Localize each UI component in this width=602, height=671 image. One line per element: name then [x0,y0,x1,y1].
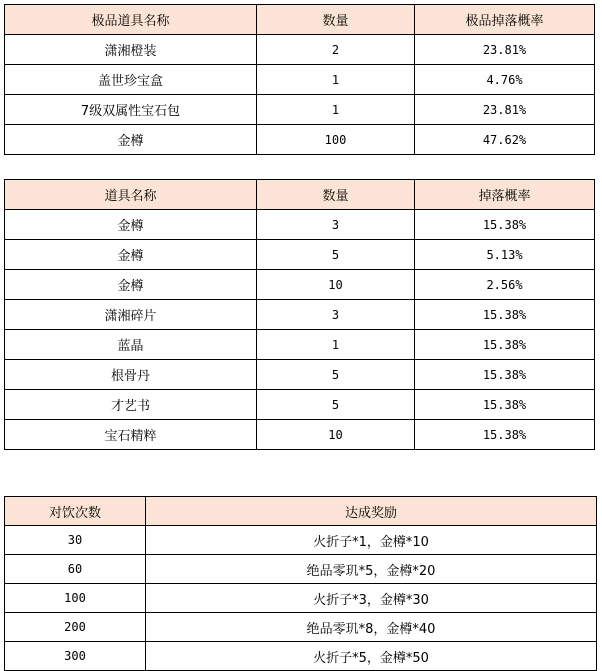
table-row [5,642,597,671]
column-header-item-name: 极品道具名称 [5,5,257,35]
table-row [5,360,595,390]
table-row [5,95,595,125]
quantity-cell: 100 [257,125,415,155]
item-name-cell: 盖世珍宝盒 [5,65,257,95]
table-row [5,125,595,155]
table-row [5,420,595,450]
reward-cell: 火折子*3，金樽*30 [146,584,597,613]
drop-rate-cell: 47.62% [415,125,595,155]
drop-rate-cell: 15.38% [415,420,595,450]
table-row [5,613,597,642]
quantity-cell: 5 [257,390,415,420]
table-row [5,390,595,420]
item-drop-table [4,179,595,450]
column-header-drop-rate: 掉落概率 [415,180,595,210]
table-row [5,270,595,300]
table-row [5,584,597,613]
table-row [5,65,595,95]
item-name-cell: 金樽 [5,125,257,155]
quantity-cell: 5 [257,360,415,390]
drink-count-cell: 30 [5,526,146,555]
table-row [5,300,595,330]
table-header-row [5,180,595,210]
column-header-drink-count: 对饮次数 [5,497,146,526]
table-row [5,210,595,240]
drop-rate-cell: 23.81% [415,95,595,125]
item-name-cell: 金樽 [5,270,257,300]
drink-count-cell: 300 [5,642,146,671]
drop-rate-cell: 4.76% [415,65,595,95]
table-header-row [5,497,597,526]
reward-cell: 火折子*5，金樽*50 [146,642,597,671]
table-row [5,330,595,360]
quantity-cell: 1 [257,330,415,360]
table-header-row [5,5,595,35]
item-name-cell: 金樽 [5,210,257,240]
reward-cell: 火折子*1，金樽*10 [146,526,597,555]
drop-rate-cell: 5.13% [415,240,595,270]
drop-rate-cell: 15.38% [415,330,595,360]
item-name-cell: 潇湘碎片 [5,300,257,330]
drop-rate-cell: 23.81% [415,35,595,65]
reward-cell: 绝品零玑*8，金樽*40 [146,613,597,642]
quantity-cell: 1 [257,65,415,95]
drink-rewards-table [4,496,597,671]
quantity-cell: 5 [257,240,415,270]
drop-rate-cell: 15.38% [415,210,595,240]
drink-count-cell: 200 [5,613,146,642]
quantity-cell: 3 [257,300,415,330]
drink-count-cell: 60 [5,555,146,584]
column-header-quantity: 数量 [257,5,415,35]
quantity-cell: 1 [257,95,415,125]
reward-cell: 绝品零玑*5，金樽*20 [146,555,597,584]
drink-count-cell: 100 [5,584,146,613]
drop-rate-cell: 15.38% [415,390,595,420]
column-header-drop-rate: 极品掉落概率 [415,5,595,35]
column-header-quantity: 数量 [257,180,415,210]
item-name-cell: 才艺书 [5,390,257,420]
quantity-cell: 10 [257,420,415,450]
drop-rate-cell: 15.38% [415,300,595,330]
quantity-cell: 2 [257,35,415,65]
table-row [5,555,597,584]
item-name-cell: 7级双属性宝石包 [5,95,257,125]
quantity-cell: 10 [257,270,415,300]
column-header-rewards: 达成奖励 [146,497,597,526]
quantity-cell: 3 [257,210,415,240]
item-name-cell: 潇湘橙装 [5,35,257,65]
table-row [5,240,595,270]
column-header-item-name: 道具名称 [5,180,257,210]
item-name-cell: 宝石精粹 [5,420,257,450]
drop-rate-cell: 2.56% [415,270,595,300]
item-name-cell: 蓝晶 [5,330,257,360]
table-row [5,526,597,555]
drop-rate-cell: 15.38% [415,360,595,390]
item-name-cell: 根骨丹 [5,360,257,390]
top-item-drop-table [4,4,595,155]
table-row [5,35,595,65]
item-name-cell: 金樽 [5,240,257,270]
